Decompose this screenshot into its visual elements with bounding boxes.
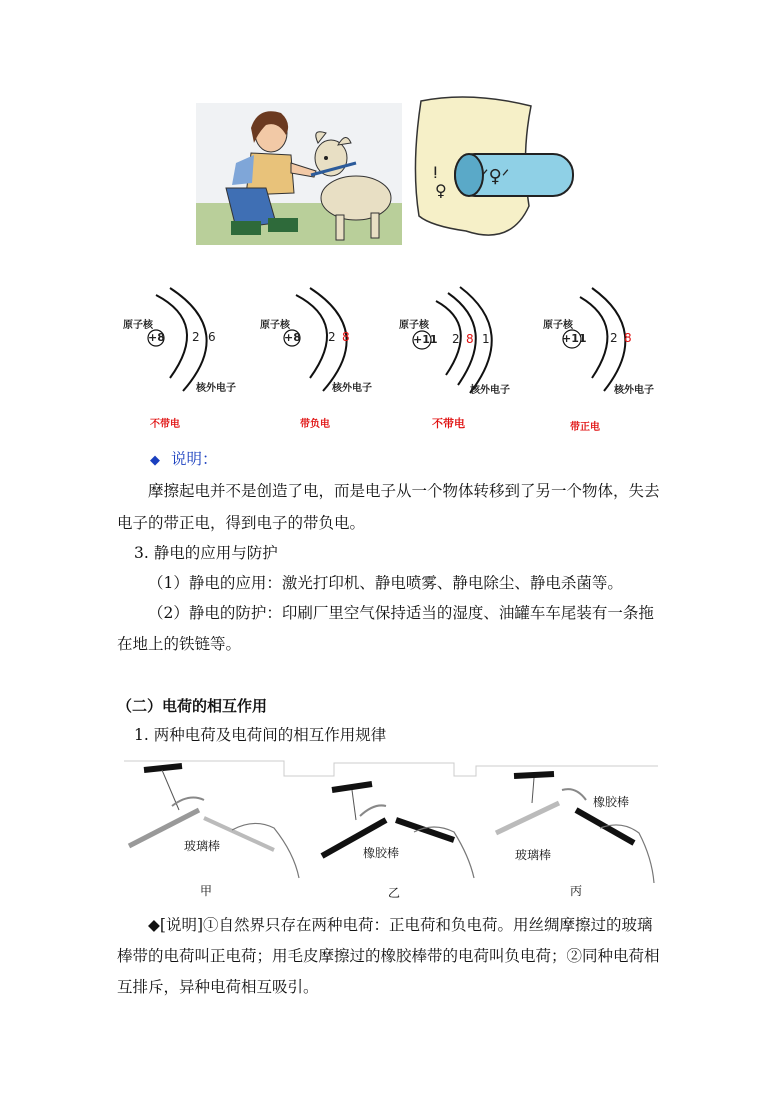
- section-heading: （二）电荷的相互作用: [117, 697, 268, 715]
- illustration-electrons-in-tube: [411, 96, 578, 246]
- final-note-line1: ◆[说明]①自然界只存在两种电荷：正电荷和负电荷。用丝绸摩擦过的玻璃: [148, 916, 653, 934]
- figure-rod-interactions: [124, 758, 658, 898]
- atom-status-label: 带负电: [300, 419, 330, 430]
- rubber-rod-label: 橡胶棒: [590, 792, 632, 811]
- shell1-count: 2: [192, 330, 200, 344]
- paragraph-friction-line1: 摩擦起电并不是创造了电，而是电子从一个物体转移到了另一个物体，失去: [148, 482, 660, 500]
- final-note-line3: 互排斥，异种电荷相互吸引。: [117, 978, 319, 996]
- glass-rod-label: 玻璃棒: [181, 836, 223, 855]
- electron-label: 核外电子: [196, 383, 236, 394]
- rubber-rod-label: 橡胶棒: [360, 843, 402, 862]
- atom-diagram-2: [258, 283, 398, 433]
- note-label: 说明：: [170, 450, 218, 468]
- nucleus-label: 原子核: [260, 320, 290, 331]
- electron-label: 核外电子: [614, 385, 654, 396]
- shell2-count: 8: [466, 332, 474, 346]
- atom-diagram-1: [118, 283, 258, 433]
- nucleus-charge: +8: [284, 331, 301, 344]
- list-item-3-2-line1: （2）静电的防护：印刷厂里空气保持适当的湿度、油罐车车尾装有一条拖: [148, 604, 654, 622]
- shell1-count: 2: [610, 331, 618, 345]
- note-heading: [150, 449, 217, 471]
- atom-status-label: 带正电: [570, 422, 600, 433]
- list-item-3-1: （1）静电的应用：激光打印机、静电喷雾、静电除尘、静电杀菌等。: [148, 574, 623, 592]
- list-item-3: 3. 静电的应用与防护: [134, 544, 278, 562]
- svg-text:ⵑ: ⵑ: [433, 163, 438, 182]
- shell3-count: 1: [482, 332, 490, 346]
- electron-label: 核外电子: [470, 385, 510, 396]
- shell1-count: 2: [328, 330, 336, 344]
- shell2-count: 8: [342, 330, 350, 344]
- shell2-count: 6: [208, 330, 216, 344]
- nucleus-label: 原子核: [543, 320, 573, 331]
- atom-status-label: 不带电: [150, 419, 180, 430]
- atom-diagram-4: [540, 283, 680, 433]
- final-note-line2: 棒带的电荷叫正电荷；用毛皮摩擦过的橡胶棒带的电荷叫负电荷；②同种电荷相: [117, 947, 660, 965]
- svg-text:♀: ♀: [435, 181, 447, 200]
- nucleus-charge: +11: [562, 332, 587, 345]
- photo-girl-combing-dog: [196, 103, 402, 245]
- electron-label: 核外电子: [332, 383, 372, 394]
- shell2-count: 8: [624, 331, 632, 345]
- list-item-3-2-line2: 在地上的铁链等。: [117, 635, 242, 653]
- paragraph-friction-line2: 电子的带正电，得到电子的带负电。: [117, 514, 366, 532]
- nucleus-label: 原子核: [399, 320, 429, 331]
- atom-diagram-3: [398, 283, 538, 433]
- glass-rod-label: 玻璃棒: [512, 845, 554, 864]
- nucleus-charge: +8: [148, 331, 165, 344]
- caption-bing: 丙: [570, 884, 583, 898]
- diamond-bullet-icon: ◆: [150, 453, 160, 468]
- atom-status-label: 不带电: [432, 417, 465, 430]
- nucleus-charge: +11: [413, 333, 438, 346]
- shell1-count: 2: [452, 332, 460, 346]
- caption-jia: 甲: [200, 884, 213, 898]
- list-item-1: 1. 两种电荷及电荷间的相互作用规律: [134, 726, 387, 744]
- svg-text:ᐟ♀ᐟ: ᐟ♀ᐟ: [481, 166, 510, 187]
- caption-yi: 乙: [388, 886, 401, 900]
- nucleus-label: 原子核: [123, 320, 153, 331]
